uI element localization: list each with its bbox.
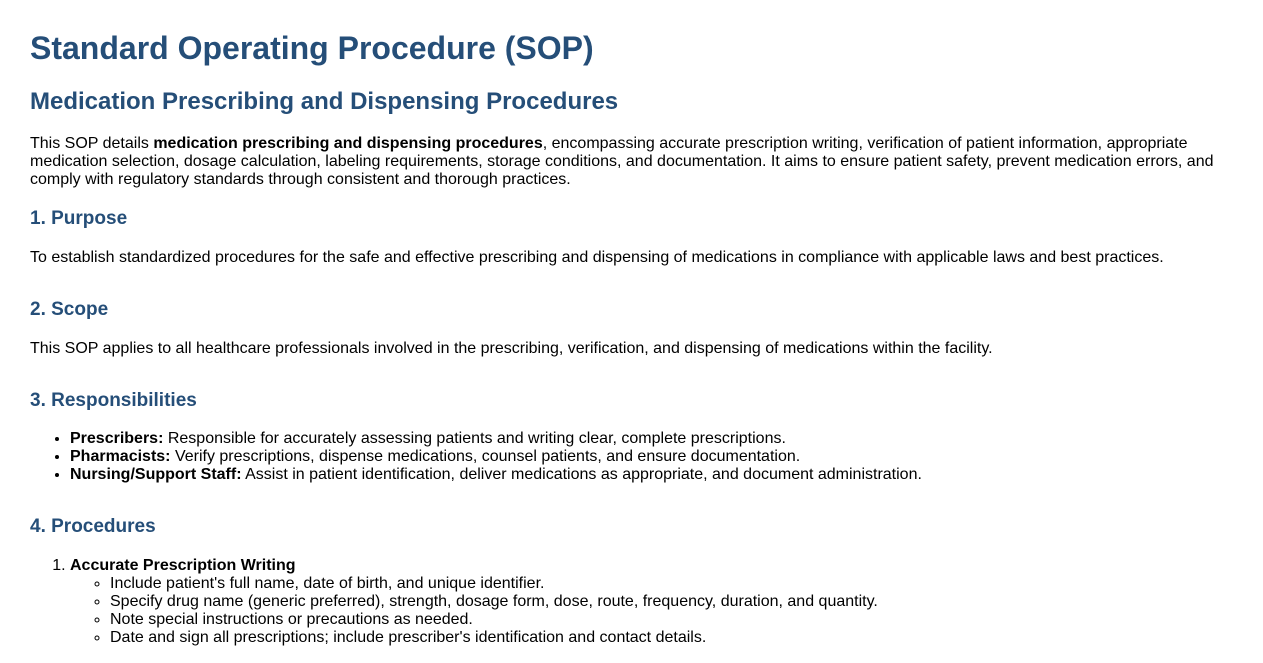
responsibilities-heading: 3. Responsibilities — [30, 390, 197, 411]
role-text: Responsible for accurately assessing patients and writing clear, complete prescriptions. — [163, 430, 786, 447]
role-label: Pharmacists: — [70, 448, 171, 465]
intro-bold: medication prescribing and dispensing procedures — [153, 135, 543, 152]
intro-suffix: , encompassing accurate prescription writing, verification of patient information, appropriate medication selection, dosage calculation, labeling requirements, storage conditions, and documentation. It aims to ensure patient safety, prevent medication errors, and comply with regulatory standards through consistent and thorough practices. — [30, 135, 1214, 188]
procedures-list — [30, 557, 878, 647]
list-item: ◦ Include patient's full name, date of birth, and unique identifier. — [110, 575, 878, 593]
procedure-step-title: Accurate Prescription Writing — [70, 557, 296, 574]
scope-text: This SOP applies to all healthcare professionals involved in the prescribing, verification, and dispensing of medications within the facility. — [30, 340, 993, 357]
list-item: ◦ Specify drug name (generic preferred), strength, dosage form, dose, route, frequency, duration, and quantity. — [110, 593, 878, 611]
intro-prefix: This SOP details — [30, 135, 154, 152]
procedure-step — [70, 557, 878, 647]
role-label: Prescribers: — [70, 430, 164, 447]
list-item: ◦ Note special instructions or precautions as needed. — [110, 611, 878, 629]
scope-heading: 2. Scope — [30, 299, 109, 320]
role-text: Verify prescriptions, dispense medications, counsel patients, and ensure documentation. — [170, 448, 801, 465]
intro-paragraph — [30, 135, 1230, 189]
list-item — [70, 430, 922, 448]
page-title: Standard Operating Procedure (SOP) — [30, 30, 594, 66]
purpose-text: To establish standardized procedures for the safe and effective prescribing and dispensing of medications in compliance with applicable laws and best practices. — [30, 249, 1164, 266]
list-item — [70, 448, 922, 466]
role-label: Nursing/Support Staff: — [70, 466, 242, 483]
page-subtitle: Medication Prescribing and Dispensing Procedures — [30, 88, 619, 115]
list-item — [70, 466, 922, 484]
procedure-substeps — [70, 575, 878, 647]
responsibilities-list — [30, 430, 922, 484]
role-text: Assist in patient identification, deliver medications as appropriate, and document administration. — [241, 466, 922, 483]
purpose-heading: 1. Purpose — [30, 208, 128, 229]
procedures-heading: 4. Procedures — [30, 516, 156, 537]
list-item: ◦ Date and sign all prescriptions; include prescriber's identification and contact details. — [110, 629, 878, 647]
